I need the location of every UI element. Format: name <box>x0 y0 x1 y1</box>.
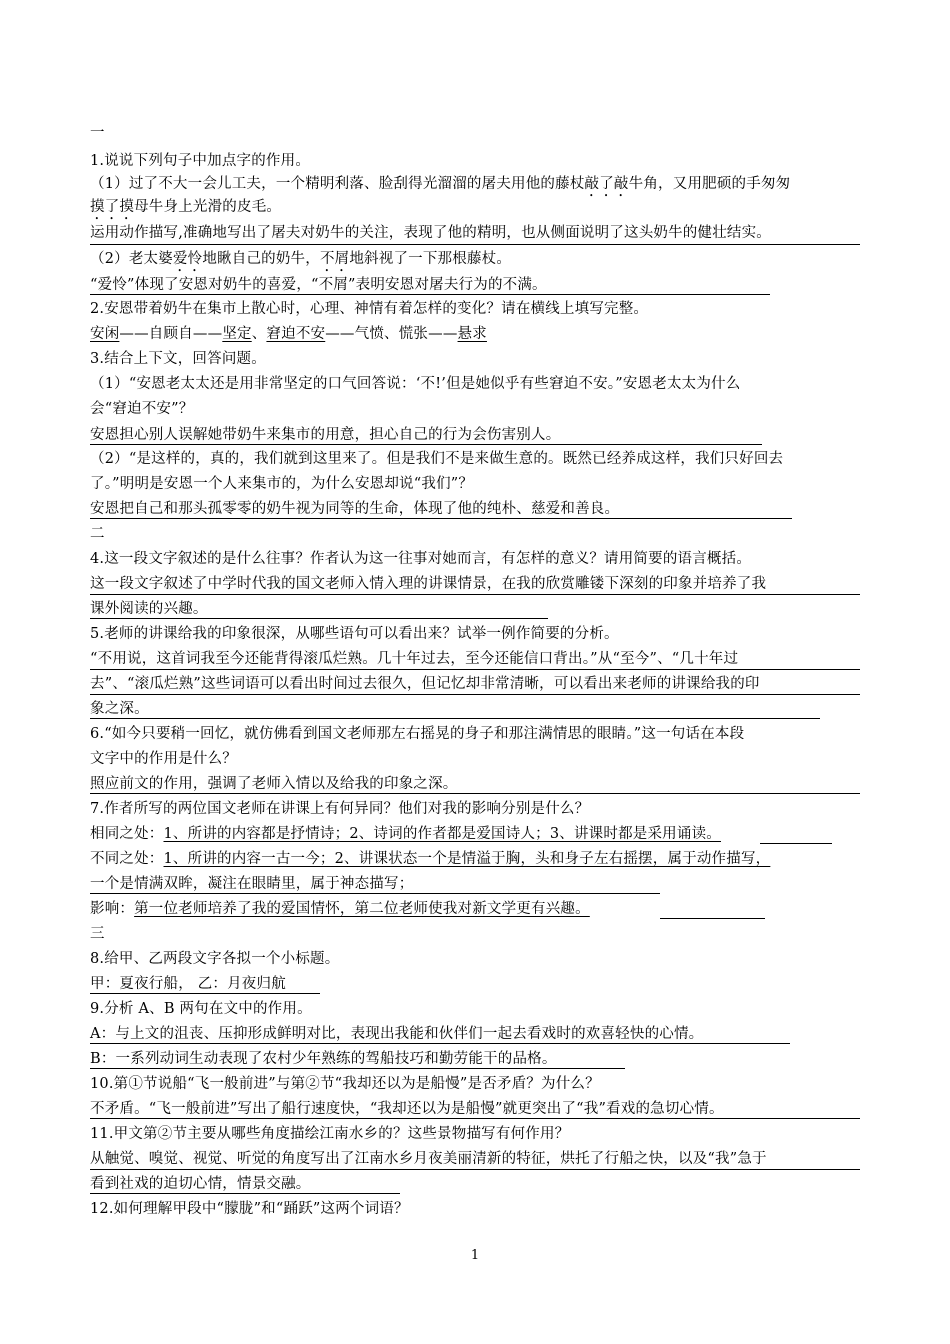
answer-4-line-2: 课外阅读的兴趣。 <box>90 601 208 617</box>
dotted-word: 摸了摸 <box>90 199 135 215</box>
question-3-part-2-cont: 了。”明明是安恩一个人来集市的，为什么安恩却说“我们”？ <box>90 476 474 492</box>
question-3-part-2: （2）“是这样的，真的，我们就到这里来了。但是我们不是来做生意的。既然已经养成这样，我们只好回去 <box>90 451 784 467</box>
answer-underline <box>90 244 860 245</box>
answer-underline <box>90 1068 625 1069</box>
answer-8: 甲：夏夜行船， 乙：月夜归航 <box>90 976 286 992</box>
answer-underline <box>90 694 860 695</box>
answer-underline <box>90 993 320 994</box>
question-9: 9.分析 A、B 两句在文中的作用。 <box>90 1001 312 1017</box>
answer-underline <box>760 843 832 844</box>
answer-4-line-1: 这一段文字叙述了中学时代我的国文老师入情入理的讲课情景，在我的欣赏雕镂下深刻的印象并培养了我 <box>90 576 767 592</box>
question-1-sentence-2: （2）老太婆爱怜地瞅自己的奶牛，不屑地斜视了一下那根藤杖。 <box>90 251 512 267</box>
answer-underline <box>90 1118 860 1119</box>
question-12: 12.如何理解甲段中“朦胧”和“踊跃”这两个词语？ <box>90 1201 409 1217</box>
question-6: 6.“如今只要稍一回忆，就仿佛看到国文老师那左右摇晃的身子和那注满情思的眼睛。”这一句话在本段 <box>90 726 745 742</box>
question-7: 7.作者所写的两位国文老师在讲课上有何异同？他们对我的影响分别是什么？ <box>90 801 590 817</box>
question-8: 8.给甲、乙两段文字各拟一个小标题。 <box>90 951 340 967</box>
answer-11-line-2: 看到社戏的迫切心情，情景交融。 <box>90 1176 311 1192</box>
question-1-sentence-1: （1）过了不大一会儿工夫，一个精明利落、脸刮得光溜溜的屠夫用他的藤杖敲了敲牛角，又用肥硕的手匆匆 <box>90 176 791 192</box>
answer-7-diff-cont: 一个是情满双眸，凝注在眼睛里，属于神态描写； <box>90 876 414 892</box>
section-heading-3: 三 <box>90 926 105 942</box>
answer-6: 照应前文的作用，强调了老师入情以及给我的印象之深。 <box>90 776 458 792</box>
answer-1-2: “爱怜”体现了安恩对奶牛的喜爱，“不屑”表明安恩对屠夫行为的不满。 <box>90 277 547 293</box>
dotted-word: 不屑 <box>319 251 350 267</box>
answer-5-line-2: 去”、“滚瓜烂熟”这些词语可以看出时间过去很久，但记忆却非常清晰，可以看出来老师的讲课给我的印 <box>90 676 760 692</box>
question-3: 3.结合上下文，回答问题。 <box>90 351 266 367</box>
question-3-part-1: （1）“安恩老太太还是用非常坚定的口气回答说：‘不!’但是她似乎有些窘迫不安。”安恩老太太为什么 <box>90 376 741 392</box>
answer-underline <box>660 918 765 919</box>
answer-9-b: B：一系列动词生动表现了农村少年熟练的驾船技巧和勤劳能干的品格。 <box>90 1051 557 1067</box>
answer-underline <box>90 669 860 670</box>
question-6-cont: 文字中的作用是什么？ <box>90 751 237 767</box>
section-heading-2: 二 <box>90 526 105 542</box>
answer-7-diff: 不同之处：1、所讲的内容一古一今；2、讲课状态一个是情溢于胸，头和身子左右摇摆，属于动作描写， <box>90 851 771 867</box>
question-2: 2.安恩带着奶牛在集市上散心时，心理、神情有着怎样的变化？请在横线上填写完整。 <box>90 301 649 317</box>
question-5: 5.老师的讲课给我的印象很深，从哪些语句可以看出来？试举一例作简要的分析。 <box>90 626 619 642</box>
answer-underline <box>90 618 548 619</box>
question-1-sentence-1-cont: 摸了摸母牛身上光滑的皮毛。 <box>90 199 282 215</box>
answer-underline <box>90 793 860 794</box>
answer-underline <box>90 444 762 445</box>
page-number: 1 <box>470 1248 480 1263</box>
dotted-word: 敲了敲 <box>584 176 629 192</box>
answer-3-2: 安恩把自己和那头孤零零的奶牛视为同等的生命，体现了他的纯朴、慈爱和善良。 <box>90 501 620 517</box>
answer-5-line-3: 象之深。 <box>90 701 149 717</box>
answer-underline <box>90 718 820 719</box>
answer-underline <box>90 294 770 295</box>
answer-underline <box>90 893 660 894</box>
question-11: 11.甲文第②节主要从哪些角度描绘江南水乡的？这些景物描写有何作用？ <box>90 1126 570 1142</box>
question-3-part-1-cont: 会“窘迫不安”？ <box>90 401 194 417</box>
section-heading-1: 一 <box>90 125 105 141</box>
answer-1-1: 运用动作描写,准确地写出了屠夫对奶牛的关注，表现了他的精明，也从侧面说明了这头奶牛的健壮结实。 <box>90 225 772 241</box>
answer-7-effect: 影响：第一位老师培养了我的爱国情怀，第二位老师使我对新文学更有兴趣。 <box>90 901 590 917</box>
answer-underline <box>90 1043 790 1044</box>
answer-3-1: 安恩担心别人误解她带奶牛来集市的用意，担心自己的行为会伤害别人。 <box>90 427 561 443</box>
answer-underline <box>90 518 792 519</box>
question-1: 1.说说下列句子中加点字的作用。 <box>90 153 311 169</box>
answer-7-same: 相同之处：1、所讲的内容都是抒情诗；2、诗词的作者都是爱国诗人；3、讲课时都是采用诵读。 <box>90 826 721 842</box>
answer-10: 不矛盾。“飞一般前进”写出了船行速度快，“我却还以为是船慢”就更突出了“我”看戏的急切心情。 <box>90 1101 724 1117</box>
dotted-word: 爱怜 <box>172 251 203 267</box>
answer-underline <box>90 1193 400 1194</box>
answer-underline <box>90 594 860 595</box>
question-10: 10.第①节说船“飞一般前进”与第②节“我却还以为是船慢”是否矛盾？为什么？ <box>90 1076 600 1092</box>
answer-2: 安闲——自顾自——坚定、窘迫不安——气愤、慌张——悬求 <box>90 326 487 342</box>
answer-11-line-1: 从触觉、嗅觉、视觉、听觉的角度写出了江南水乡月夜美丽清新的特征，烘托了行船之快，以及“我”急于 <box>90 1151 767 1167</box>
answer-9-a: A：与上文的沮丧、压抑形成鲜明对比，表现出我能和伙伴们一起去看戏时的欢喜轻快的心情。 <box>90 1026 704 1042</box>
answer-5-line-1: “不用说，这首词我至今还能背得滚瓜烂熟。几十年过去，至今还能信口背出。”从“至今”、“几十年过 <box>90 651 739 667</box>
question-4: 4.这一段文字叙述的是什么往事？作者认为这一往事对她而言，有怎样的意义？请用简要的语言概括。 <box>90 551 752 567</box>
answer-underline <box>90 1169 860 1170</box>
